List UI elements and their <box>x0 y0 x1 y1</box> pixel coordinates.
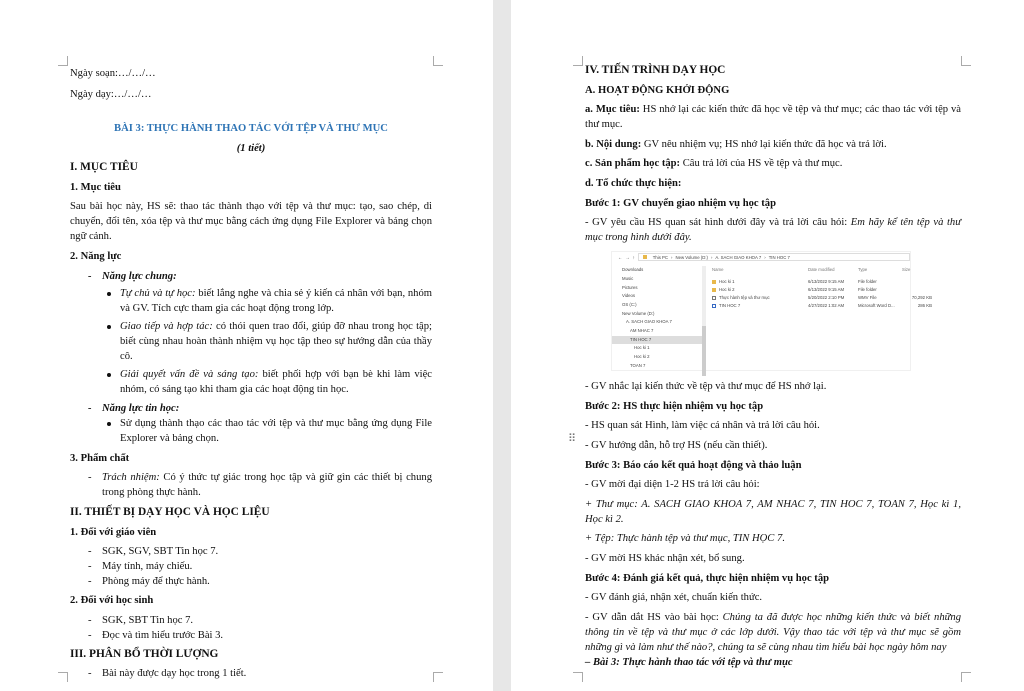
up-arrow-icon: ↑ <box>632 254 635 260</box>
date-prepared: Ngày soạn:…/…/… <box>70 68 156 79</box>
column-header: Date modified <box>808 267 835 273</box>
nav-item: New Volume (D:) <box>622 310 655 316</box>
item-text: có thói quen trao đổi, giúp đỡ nhau trong học tập; biết cùng nhau hoàn thành nhiệm vụ học tập theo sự hướng dẫn của thầy cô. <box>120 320 432 362</box>
text: Câu trả lời của HS về tệp và thư mục. <box>680 158 843 170</box>
list-item <box>70 470 432 500</box>
forward-arrow-icon: → <box>625 254 630 260</box>
word-file-icon <box>712 304 716 308</box>
scrollbar <box>702 266 706 370</box>
file-type: File folder <box>858 287 877 293</box>
nav-item: Pictures <box>622 284 638 290</box>
text: - GV dẫn dắt HS vào bài học: <box>585 611 723 623</box>
text: HS nhớ lại các kiến thức đã học về tệp và thư mục; các thao tác với tệp và thư mục. <box>585 104 961 131</box>
file-row <box>712 286 910 294</box>
file-size <box>902 278 932 286</box>
paragraph: - GV mời đại diện 1-2 HS trả lời câu hỏi: <box>585 479 760 491</box>
column-headers <box>712 266 910 274</box>
address-bar: ← → ↑ This PC › New Volume (D:) › A. SACH GIAO KHOA 7 › TIN HOC 7 <box>612 252 910 262</box>
section-heading: II. THIẾT BỊ DẠY HỌC VÀ HỌC LIỆU <box>70 505 270 518</box>
file-type: Microsoft Word D... <box>858 303 895 309</box>
column-header: Name <box>712 267 724 273</box>
list-item: - Máy tính, máy chiếu. <box>70 559 432 574</box>
column-header: Size <box>902 267 911 273</box>
section-heading: III. PHÂN BỔ THỜI LƯỢNG <box>70 647 219 660</box>
folder-icon <box>712 288 716 292</box>
text: GV nêu nhiệm vụ; HS nhớ lại kiến thức đã học và trả lời. <box>641 138 887 150</box>
text: - GV yêu cầu HS quan sát hình dưới đây và trả lời câu hỏi: <box>585 217 851 229</box>
list-item <box>102 286 432 316</box>
item-label: Tự chủ và tự học: <box>120 287 196 299</box>
subsection-heading: 1. Mục tiêu <box>70 181 121 193</box>
paragraph: - GV đánh giá, nhận xét, chuẩn kiến thức. <box>585 592 763 604</box>
nav-item: Music <box>622 275 634 281</box>
file-size <box>902 286 932 294</box>
nav-item: OS (C:) <box>622 301 637 307</box>
question: Em hãy kể tên tệp và thư mục trong hình dưới đây. <box>585 217 961 244</box>
list-item <box>102 367 432 397</box>
file-size: 286 KB <box>917 303 932 309</box>
nav-item: TIN HOC 7 <box>612 336 704 345</box>
list-item <box>70 269 432 397</box>
item-text: Có ý thức tự giác trong học tập và giữ gìn các thiết bị chung trong phòng thực hành. <box>102 472 432 499</box>
list-item: - Đọc và tìm hiểu trước Bài 3. <box>70 628 432 643</box>
file-list <box>712 266 932 310</box>
paragraph: + Thư mục: A. SACH GIAO KHOA 7, AM NHAC 7, TIN HOC 7, TOAN 7, Học kì 1, Học kì 2. <box>585 498 961 525</box>
paragraph: + Tệp: Thực hành tệp và thư mục, TIN HỌC 7. <box>585 533 785 545</box>
nav-item: TOAN 7 <box>630 362 646 368</box>
page-2-body <box>585 63 961 674</box>
margin-mark <box>58 56 68 66</box>
nav-item: A. SACH GIAO KHOA 7 <box>626 319 672 325</box>
paragraph: - GV nhắc lại kiến thức về tệp và thư mục để HS nhớ lại. <box>585 381 827 393</box>
file-date: 6/13/2022 9:15 AM <box>808 279 845 285</box>
breadcrumb-item: This PC <box>652 254 669 260</box>
paragraph: Sau bài học này, HS sẽ: thao tác thành thạo với tệp và thư mục: tạo, sao chép, di chuyển, đổi tên, xóa tệp và thư mục bằng cách ứng dụng File Explorer và bảng chọn ngữ cảnh. <box>70 201 432 243</box>
subsection-heading: 2. Năng lực <box>70 250 122 262</box>
paragraph <box>585 610 961 655</box>
item-label: Giải quyết vấn đề và sáng tạo: <box>120 368 259 380</box>
subsection-heading: 1. Đối với giáo viên <box>70 526 157 538</box>
lesson-title: BÀI 3: THỰC HÀNH THAO TÁC VỚI TỆP VÀ THƯ MỤC <box>114 123 388 134</box>
file-date: 4/27/2022 1:02 AM <box>808 303 845 309</box>
file-name: Hoc ki 2 <box>719 287 735 293</box>
list-item <box>70 401 432 446</box>
file-row <box>712 302 932 310</box>
column-header: Type <box>858 267 868 273</box>
page-1-body <box>70 66 432 686</box>
file-name: Hoc ki 1 <box>719 279 735 285</box>
file-name: TIN HOC 7 <box>719 303 741 309</box>
paragraph: - GV hướng dẫn, hỗ trợ HS (nếu cần thiết). <box>585 439 768 451</box>
paragraph: – Bài 3: Thực hành thao tác với tệp và thư mục <box>585 656 793 668</box>
drag-handle-icon[interactable]: ⠿ <box>568 433 577 445</box>
video-file-icon <box>712 296 716 300</box>
label: c. Sản phẩm học tập: <box>585 158 681 170</box>
step-heading: Bước 1: GV chuyển giao nhiệm vụ học tập <box>585 197 776 209</box>
step-heading: Bước 3: Báo cáo kết quả hoạt động và thảo luận <box>585 459 802 471</box>
back-arrow-icon: ← <box>618 254 623 260</box>
list-item: Sử dụng thành thạo các thao tác với tệp và thư mục bằng ứng dụng File Explorer và bảng chọn. <box>102 416 432 446</box>
list-item <box>102 319 432 364</box>
file-name: Thực hành tệp và thư mục <box>719 295 770 301</box>
item-label: Trách nhiệm: <box>102 472 160 484</box>
folder-icon <box>712 280 716 284</box>
nav-item: Hoc ki 2 <box>634 354 650 360</box>
document-page-2 <box>511 0 1024 691</box>
step-heading: Bước 2: HS thực hiện nhiệm vụ học tập <box>585 400 764 412</box>
margin-mark <box>961 56 971 66</box>
text-italic: Chúng ta đã được học những kiến thức và biết những thông tin về tệp và thư mục ở các lớp dưới. Vậy thao tác với tệp và thư mục sẽ gồm những gì và làm như thế nào?, chúng ta sẽ cùng nhau tìm hiểu bài học ngày hôm nay <box>585 611 961 653</box>
file-type: WMV File <box>858 295 877 301</box>
paragraph: - GV mời HS khác nhận xét, bổ sung. <box>585 552 745 564</box>
paragraph <box>585 137 961 152</box>
list-item: - Phòng máy để thực hành. <box>70 574 432 589</box>
navigation-pane <box>612 266 704 370</box>
nav-item: Videos <box>622 293 636 299</box>
breadcrumb-item: New Volume (D:) <box>675 254 708 260</box>
nav-item: Downloads <box>622 267 644 273</box>
breadcrumb-item: A. SACH GIAO KHOA 7 <box>715 254 762 260</box>
date-taught: Ngày dạy:…/…/… <box>70 89 152 100</box>
margin-mark <box>573 56 583 66</box>
paragraph: - HS quan sát Hình, làm việc cá nhân và trả lời câu hỏi. <box>585 420 820 432</box>
label: b. Nội dung: <box>585 138 642 150</box>
margin-mark <box>58 672 68 682</box>
subsection-heading: 3. Phẩm chất <box>70 452 130 464</box>
paragraph <box>585 215 961 245</box>
nav-item: Hoc ki 1 <box>634 345 650 351</box>
list-item: - Bài này được dạy học trong 1 tiết. <box>70 666 432 681</box>
item-text: biết phối hợp với bạn bè khi làm việc nhóm, có sáng tạo khi tham gia các hoạt động tin học. <box>120 368 432 395</box>
file-explorer-screenshot <box>611 251 932 371</box>
item-label: Giao tiếp và hợp tác: <box>120 320 213 332</box>
section-heading: IV. TIẾN TRÌNH DẠY HỌC <box>585 64 726 76</box>
nav-item: AM NHAC 7 <box>630 327 654 333</box>
lesson-duration: (1 tiết) <box>236 142 266 154</box>
step-heading: Bước 4: Đánh giá kết quả, thực hiện nhiệm vụ học tập <box>585 572 830 584</box>
margin-mark <box>961 672 971 682</box>
list-item: - SGK, SBT Tin học 7. <box>70 613 432 628</box>
document-page-1 <box>0 0 493 691</box>
margin-mark <box>433 56 443 66</box>
margin-mark <box>433 672 443 682</box>
list-item: - SGK, SGV, SBT Tin học 7. <box>70 544 432 559</box>
file-type: File folder <box>858 279 877 285</box>
breadcrumb-item: TIN HOC 7 <box>768 254 790 260</box>
item-text: biết lắng nghe và chia sẻ ý kiến cá nhân với bạn, nhóm và GV. Tích cực tham gia các hoạt động trong lớp. <box>120 287 432 314</box>
paragraph <box>585 156 961 171</box>
file-date: 6/13/2022 9:15 AM <box>808 287 845 293</box>
file-size: 70,292 KB <box>911 295 932 301</box>
margin-mark <box>573 672 583 682</box>
activity-heading: A. HOẠT ĐỘNG KHỞI ĐỘNG <box>585 84 730 96</box>
subsection-heading: 2. Đối với học sinh <box>70 595 154 607</box>
label: a. Mục tiêu: <box>585 104 640 116</box>
file-row <box>712 278 910 286</box>
list-item-text: Năng lực chung: <box>102 270 177 282</box>
file-date: 5/20/2022 2:10 PM <box>808 295 845 301</box>
section-heading: I. MỤC TIÊU <box>70 161 138 174</box>
paragraph <box>585 102 961 132</box>
list-item-text: Năng lực tin học: <box>102 403 180 415</box>
file-row <box>712 294 932 302</box>
paragraph: d. Tổ chức thực hiện: <box>585 177 682 189</box>
